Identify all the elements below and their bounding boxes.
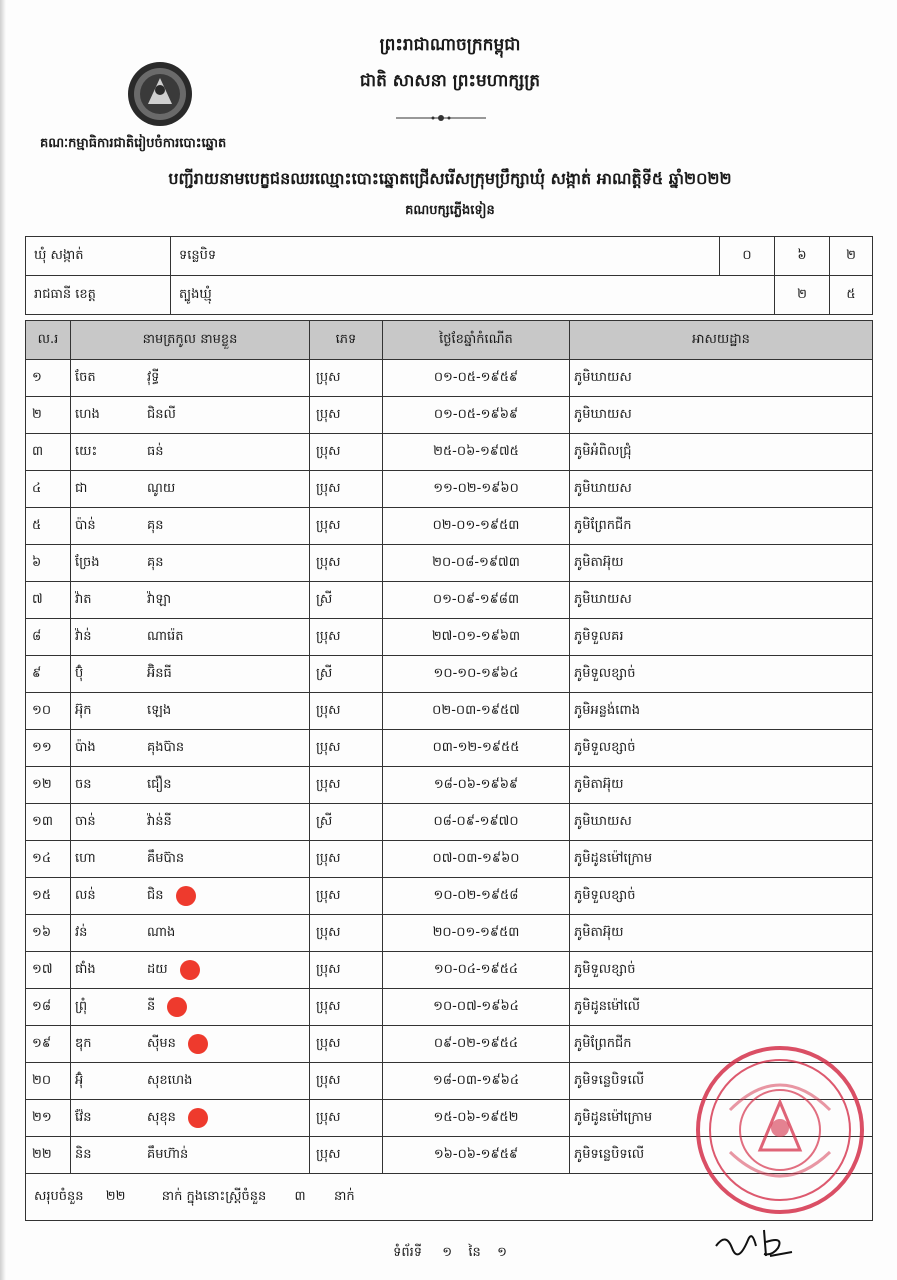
given-name: ដយ: [147, 962, 168, 978]
sex: ប្រុស: [310, 1063, 383, 1100]
sex: ប្រុស: [310, 841, 383, 878]
date-of-birth: ១០-០៤-១៩៥៤: [383, 952, 570, 989]
surname: ជា: [75, 480, 88, 496]
given-name: ណាង: [147, 924, 176, 940]
surname: វន់: [75, 924, 88, 940]
red-mark-dot-icon: [176, 886, 196, 906]
full-name: [71, 397, 310, 434]
table-row: [26, 878, 873, 915]
given-name: ជិន: [147, 888, 164, 904]
date-of-birth: ១១-០២-១៩៦០: [383, 471, 570, 508]
sex: ប្រុស: [310, 619, 383, 656]
commune-row: [26, 237, 873, 276]
date-of-birth: ២០-០៨-១៩៧៣: [383, 545, 570, 582]
kingdom-heading: ព្រះរាជាណាចក្រកម្ពុជា: [379, 35, 521, 55]
date-of-birth: ០២-០៣-១៩៥៧: [383, 693, 570, 730]
full-name: [71, 434, 310, 471]
col-header-name: នាមត្រកូល នាមខ្លួន: [71, 321, 310, 360]
red-mark-dot-icon: [188, 1108, 208, 1128]
table-row: [26, 397, 873, 434]
given-name: វ៉ាឡា: [147, 591, 172, 607]
address: ភូមិតាអ៊ុយ: [570, 545, 873, 582]
sex: ស្រី: [310, 656, 383, 693]
given-name: ឡេង: [147, 702, 172, 718]
row-number: ២២: [26, 1137, 71, 1174]
address: ភូមិទន្លេបិទលើ: [570, 1063, 873, 1100]
full-name: [71, 915, 310, 952]
date-of-birth: ០១-០៩-១៩៨៣: [383, 582, 570, 619]
full-name: [71, 767, 310, 804]
date-of-birth: ១០-០២-១៩៥៨: [383, 878, 570, 915]
province-value: ត្បូងឃ្មុំ: [171, 276, 775, 315]
full-name: [71, 471, 310, 508]
summary-women: ៣: [294, 1188, 306, 1204]
address: ភូមិឃាយស: [570, 397, 873, 434]
row-number: ១៧: [26, 952, 71, 989]
summary-unit: នាក់: [333, 1188, 355, 1204]
surname: ហេង: [75, 406, 100, 422]
row-number: ១១: [26, 730, 71, 767]
sex: ប្រុស: [310, 1100, 383, 1137]
address: ភូមិដូនម៉ៅក្រោម: [570, 1100, 873, 1137]
row-number: ១២: [26, 767, 71, 804]
col-header-dob: ថ្ងៃខែឆ្នាំកំណើត: [383, 321, 570, 360]
full-name: [71, 989, 310, 1026]
surname: យេះ: [75, 443, 98, 459]
date-of-birth: ២៧-០១-១៩៦៣: [383, 619, 570, 656]
sex: ប្រុស: [310, 878, 383, 915]
address: ភូមិទួលខ្សាច់: [570, 730, 873, 767]
sex: ប្រុស: [310, 397, 383, 434]
sex: ប្រុស: [310, 471, 383, 508]
ornament-divider-icon: [396, 114, 486, 122]
table-row: [26, 619, 873, 656]
surname: អ៊ុក: [75, 702, 92, 718]
full-name: [71, 804, 310, 841]
address: ភូមិដូនម៉ៅក្រោម: [570, 841, 873, 878]
sex: ប្រុស: [310, 915, 383, 952]
full-name: [71, 619, 310, 656]
table-row: [26, 471, 873, 508]
surname: អ៊ុំ: [75, 1072, 84, 1088]
table-row: [26, 508, 873, 545]
date-of-birth: ០២-០១-១៩៥៣: [383, 508, 570, 545]
sex: ប្រុស: [310, 508, 383, 545]
page-of-label: នៃ: [468, 1245, 481, 1260]
date-of-birth: ១៦-០៦-១៩៥៩: [383, 1137, 570, 1174]
given-name: គុន: [147, 517, 164, 533]
party-name: គណបក្សភ្លើងទៀន: [405, 203, 495, 218]
row-number: ១: [26, 360, 71, 397]
full-name: [71, 841, 310, 878]
row-number: ៧: [26, 582, 71, 619]
page-total: ១: [497, 1245, 507, 1260]
sex: ប្រុស: [310, 545, 383, 582]
sex: ប្រុស: [310, 1137, 383, 1174]
address: ភូមិទួលខ្សាច់: [570, 952, 873, 989]
full-name: [71, 1026, 310, 1063]
table-row: [26, 915, 873, 952]
surname: ចាន់: [75, 813, 96, 829]
given-name: នី: [147, 999, 156, 1015]
document-title: បញ្ជីរាយនាមបេក្ខជនឈរឈ្មោះបោះឆ្នោតជ្រើសរើសក្រុមប្រឹក្សាឃុំ សង្កាត់ អាណត្តិទី៥ ឆ្នាំ២០២២: [168, 169, 732, 188]
date-of-birth: ០៣-១២-១៩៥៥: [383, 730, 570, 767]
commune-code-2: ៦: [775, 237, 830, 276]
given-name: ជឿន: [147, 776, 172, 792]
address: ភូមិតាអ៊ុយ: [570, 767, 873, 804]
summary-total: ២២: [105, 1188, 126, 1204]
row-number: ២០: [26, 1063, 71, 1100]
address: ភូមិអំពិលជ្រុំ: [570, 434, 873, 471]
table-row: [26, 434, 873, 471]
table-row: [26, 767, 873, 804]
date-of-birth: ០៨-០៩-១៩៧០: [383, 804, 570, 841]
table-row: [26, 545, 873, 582]
full-name: [71, 656, 310, 693]
date-of-birth: ១៨-០៦-១៩៦៩: [383, 767, 570, 804]
date-of-birth: ០១-០៥-១៩៥៩: [383, 360, 570, 397]
address: ភូមិព្រែកជីក: [570, 1026, 873, 1063]
page-footer: [350, 1244, 550, 1263]
surname: វ៉ាន់: [75, 628, 92, 644]
province-code-2: ៥: [830, 276, 873, 315]
full-name: [71, 1137, 310, 1174]
address: ភូមិឃាយស: [570, 471, 873, 508]
full-name: [71, 693, 310, 730]
row-number: ៤: [26, 471, 71, 508]
table-header-row: [26, 321, 873, 360]
full-name: [71, 508, 310, 545]
table-row: [26, 656, 873, 693]
surname: ប៉ាន់: [75, 517, 96, 533]
commune-code-1: ០: [720, 237, 775, 276]
row-number: ៨: [26, 619, 71, 656]
sex: ប្រុស: [310, 1026, 383, 1063]
surname: ប៉ាង: [75, 739, 96, 755]
address: ភូមិព្រែកជីក: [570, 508, 873, 545]
date-of-birth: ០៧-០៣-១៩៦០: [383, 841, 570, 878]
location-table: [25, 236, 873, 315]
date-of-birth: ១០-០៧-១៩៦៤: [383, 989, 570, 1026]
row-number: ២១: [26, 1100, 71, 1137]
row-number: ១៩: [26, 1026, 71, 1063]
full-name: [71, 1063, 310, 1100]
sex: ប្រុស: [310, 434, 383, 471]
address: ភូមិឃាយស: [570, 582, 873, 619]
red-mark-dot-icon: [167, 997, 187, 1017]
commune-code-3: ២: [830, 237, 873, 276]
address: ភូមិដូនម៉ៅលើ: [570, 989, 873, 1026]
province-label: រាជធានី ខេត្ត: [26, 276, 171, 315]
row-number: ៦: [26, 545, 71, 582]
surname: ផាំង: [75, 962, 96, 978]
given-name: វុទ្ធី: [147, 369, 160, 385]
summary-total-label: សរុបចំនួន: [34, 1188, 84, 1204]
sex: ប្រុស: [310, 360, 383, 397]
surname: លន់: [75, 888, 96, 904]
row-number: ១៦: [26, 915, 71, 952]
province-row: [26, 276, 873, 315]
given-name: ណារ៉េត: [147, 628, 184, 644]
date-of-birth: ២០-០១-១៩៥៣: [383, 915, 570, 952]
committee-name: គណៈកម្មាធិការជាតិរៀបចំការបោះឆ្នោត: [40, 136, 227, 151]
given-name: សុខហេង: [147, 1072, 193, 1088]
surname: ចែត: [75, 369, 96, 385]
table-row: [26, 582, 873, 619]
given-name: គឹមហ៊ាន់: [147, 1146, 189, 1162]
given-name: ជិនលី: [147, 406, 176, 422]
table-row: [26, 989, 873, 1026]
row-number: ១៤: [26, 841, 71, 878]
surname: ហោ: [75, 850, 96, 866]
table-row: [26, 952, 873, 989]
sex: ស្រី: [310, 582, 383, 619]
given-name: គុន: [147, 554, 164, 570]
full-name: [71, 582, 310, 619]
full-name: [71, 360, 310, 397]
surname: ចន: [75, 776, 92, 792]
date-of-birth: ១៨-០៣-១៩៦៤: [383, 1063, 570, 1100]
full-name: [71, 1100, 310, 1137]
address: ភូមិតាអ៊ុយ: [570, 915, 873, 952]
address: ភូមិអន្លង់ពោង: [570, 693, 873, 730]
given-name: គុងប៊ាន: [147, 739, 185, 755]
sex: ប្រុស: [310, 767, 383, 804]
national-election-emblem-icon: [126, 60, 194, 128]
sex: ប្រុស: [310, 952, 383, 989]
row-number: ១០: [26, 693, 71, 730]
full-name: [71, 878, 310, 915]
surname: និន: [75, 1146, 92, 1162]
commune-label: ឃុំ សង្កាត់: [26, 237, 171, 276]
row-number: ១៣: [26, 804, 71, 841]
motto-heading: ជាតិ សាសនា ព្រះមហាក្សត្រ: [359, 71, 541, 91]
full-name: [71, 545, 310, 582]
red-mark-dot-icon: [188, 1034, 208, 1054]
date-of-birth: ១៥-០៦-១៩៥២: [383, 1100, 570, 1137]
address: ភូមិឃាយស: [570, 804, 873, 841]
surname: វ៉ែន: [75, 1110, 92, 1126]
col-header-no: ល.រ: [26, 321, 71, 360]
address: ភូមិទួលខ្សាច់: [570, 656, 873, 693]
given-name: អ៊ិនធី: [147, 665, 172, 681]
sex: ប្រុស: [310, 730, 383, 767]
full-name: [71, 730, 310, 767]
address: ភូមិទួលខ្សាច់: [570, 878, 873, 915]
address: ភូមិឃាយស: [570, 360, 873, 397]
surname: ច្រែង: [75, 554, 100, 570]
table-row: [26, 693, 873, 730]
row-number: ៩: [26, 656, 71, 693]
table-row: [26, 804, 873, 841]
given-name: គឹមប៊ាន: [147, 850, 185, 866]
given-name: ធន់: [147, 443, 164, 459]
surname: ព្រុំ: [75, 999, 88, 1015]
table-row: [26, 841, 873, 878]
signature-icon: [712, 1222, 802, 1262]
summary-people-label: នាក់ ក្នុងនោះស្ត្រីចំនួន: [161, 1188, 267, 1204]
page-label: ទំព័រទី: [393, 1245, 422, 1260]
row-number: ២: [26, 397, 71, 434]
table-row: [26, 360, 873, 397]
row-number: ១៥: [26, 878, 71, 915]
sex: ប្រុស: [310, 693, 383, 730]
scan-shadow: [0, 0, 6, 1280]
date-of-birth: ២៥-០៦-១៩៧៥: [383, 434, 570, 471]
col-header-sex: ភេទ: [310, 321, 383, 360]
date-of-birth: ០៩-០២-១៩៥៤: [383, 1026, 570, 1063]
date-of-birth: ១០-១០-១៩៦៤: [383, 656, 570, 693]
date-of-birth: ០១-០៥-១៩៦៩: [383, 397, 570, 434]
row-number: ៣: [26, 434, 71, 471]
sex: ស្រី: [310, 804, 383, 841]
address: ភូមិទួលគរ: [570, 619, 873, 656]
address: ភូមិទន្លេបិទលើ: [570, 1137, 873, 1174]
red-mark-dot-icon: [180, 960, 200, 980]
official-seal-icon: [690, 1040, 870, 1220]
row-number: ៥: [26, 508, 71, 545]
commune-value: ទន្លេបិទ: [171, 237, 720, 276]
given-name: ណូយ: [147, 480, 176, 496]
province-code-1: ២: [775, 276, 830, 315]
row-number: ១៨: [26, 989, 71, 1026]
given-name: វ៉ាន់នី: [147, 813, 172, 829]
sex: ប្រុស: [310, 989, 383, 1026]
table-row: [26, 730, 873, 767]
page-current: ១: [442, 1245, 453, 1260]
given-name: សុខុន: [147, 1110, 176, 1126]
given-name: ស៊ីមន: [147, 1036, 176, 1052]
surname: ប៊ុំ: [75, 665, 84, 681]
full-name: [71, 952, 310, 989]
surname: វ៉ាត: [75, 591, 92, 607]
col-header-address: អាសយដ្ឋាន: [570, 321, 873, 360]
surname: ឌុក: [75, 1036, 92, 1052]
